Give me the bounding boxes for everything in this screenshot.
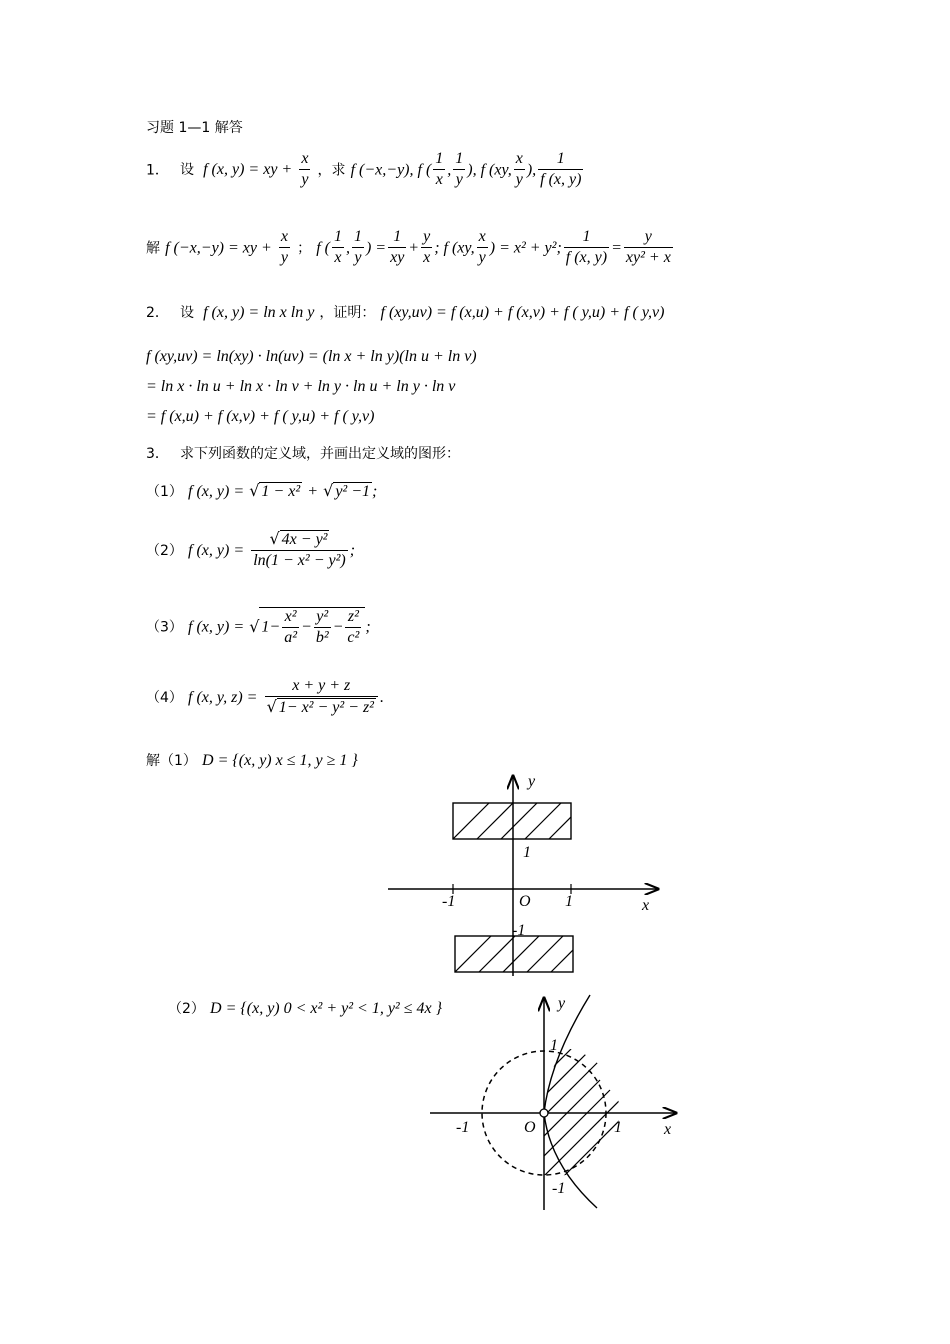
problem-2-lead: 设 xyxy=(180,305,195,321)
item-1-end: ; xyxy=(372,483,378,500)
solution-1-frac-b4: $\frac{y}{x}$ xyxy=(423,228,431,267)
y-axis-label: y xyxy=(528,773,536,790)
page-title: 习题 1—1 解答 xyxy=(146,120,243,136)
item-3-frac-y: $\frac{\text{y²}}{\text{b²}}$ xyxy=(315,608,329,647)
solution-3-part-2-label: （2） xyxy=(168,1001,205,1017)
figure-1-domain-plot xyxy=(380,768,670,978)
problem-3-number: 3． xyxy=(146,446,169,462)
solution-2-line-3: = f (x,u) + f (x,v) + f ( y,u) + f ( y,v) xyxy=(146,408,375,425)
solution-1-part-b-eq: ) = xyxy=(365,239,387,257)
solution-1-plus: + xyxy=(408,239,420,257)
solution-1-frac-b3: $\frac{1}{xy}$ xyxy=(390,228,405,267)
problem-2-prove: ，证明： xyxy=(319,305,376,321)
problem-2-function: f (x, y) = ln x ln y xyxy=(203,304,315,321)
problem-3-text: 求下列函数的定义域，并画出定义域的图形： xyxy=(180,446,461,462)
problem-2-goal: f (xy,uv) = f (x,u) + f (x,v) + f ( y,u) + f ( y,v) xyxy=(380,304,665,321)
origin-label: O xyxy=(519,893,531,910)
problem-3-item-2 xyxy=(146,530,355,571)
solution-1: 解 f (−x,−y) = xy + $\frac{x}{y}$ ； f ( $\frac{1}{x}$ , $\frac{1}{y}$ ) = $\frac{1}{xy}$ + $\frac{y}{x}$ ; f (xy, $\frac{x}{y}$ ) = x² + y²; $\frac{1}{f (x, y)}$ = $\frac{y}{\text{xy² + x}}$ xyxy=(146,228,671,267)
item-1-plus: + xyxy=(307,483,319,500)
item-3-frac-x: $\frac{\text{x²}}{\text{a²}}$ xyxy=(284,608,298,647)
parabola-curve xyxy=(544,995,597,1208)
solution-2-line-1: f (xy,uv) = ln(xy) · ln(uv) = (ln x + ln y)(ln u + ln v) xyxy=(146,348,477,365)
x-tick-neg-1: -1 xyxy=(442,893,456,910)
problem-1-frac-reciprocal: $\frac{1}{f (x, y)}$ xyxy=(540,150,582,189)
y-tick-neg-1: -1 xyxy=(512,922,526,939)
item-4-frac: $\frac{x + y + z}{\text{√ 1− x² − y² − z²}}$ xyxy=(265,677,378,718)
problem-1-frac-1-y: $\frac{1}{y}$ xyxy=(455,150,464,189)
item-2-frac: $\frac{\text{√ 4x − y²}}{\text{ln(1 − x² − y²)}}$ xyxy=(253,529,346,570)
solution-1-part-a: f (−x,−y) = xy + xyxy=(165,239,272,257)
item-2-end: ; xyxy=(349,541,356,559)
y-tick-neg-1: -1 xyxy=(552,1180,566,1197)
solution-2-line-2: = ln x · ln u + ln x · ln v + ln y · ln u + ln y · ln v xyxy=(146,378,456,395)
y-tick-1: 1 xyxy=(523,844,531,861)
solution-1-frac-c: $\frac{x}{y}$ xyxy=(478,228,486,267)
solution-1-part-c-eq: ) = x² + y² xyxy=(489,239,557,257)
item-2-label: （2） xyxy=(146,542,183,559)
hatched-region xyxy=(520,1000,640,1200)
item-3-one-minus: 1− xyxy=(261,618,281,636)
solution-1-sep: ； xyxy=(297,240,312,257)
x-tick-1: 1 xyxy=(565,893,573,910)
solution-1-frac-e: $\frac{y}{\text{xy² + x}}$ xyxy=(625,228,671,267)
solution-1-part-c-end: ; xyxy=(556,239,562,257)
problem-3-item-3: （3） f (x, y) = √ 1− $\frac{\text{x²}}{\text{a²}}$ − $\frac{\text{y²}}{\text{b²}}$ − $\frac{\text{z²}}{\text{c²}}$ ; xyxy=(146,608,371,647)
item-4-end: . xyxy=(379,688,384,706)
problem-1-ask: ，求 xyxy=(317,162,346,179)
problem-1-frac-x-y-2: $\frac{x}{y}$ xyxy=(515,150,523,189)
y-tick-1: 1 xyxy=(550,1037,558,1054)
solution-1-frac-d: $\frac{1}{f (x, y)}$ xyxy=(565,228,608,267)
origin-point xyxy=(540,1109,548,1117)
solution-3-part-2 xyxy=(168,1000,442,1017)
lower-hatched-region xyxy=(455,936,587,972)
problem-3 xyxy=(146,445,460,461)
item-4-lhs: f (x, y, z) = xyxy=(188,688,258,706)
problem-1-frac-1-x: $\frac{1}{x}$ xyxy=(435,150,444,189)
problem-2 xyxy=(146,304,664,321)
figure-2-domain-plot xyxy=(420,990,690,1215)
problem-1: 1． 设 f (x, y) = xy + $\frac{x}{y}$ ，求 f (−x,−y), f ( $\frac{1}{x}$ , $\frac{1}{y}$ ), f (xy, $\frac{x}{y}$ ), $\frac{1}{f (x, y)}$ xyxy=(146,150,582,189)
item-3-lhs: f (x, y) = xyxy=(188,618,245,636)
item-1-radicand-1: 1 − x² xyxy=(261,483,301,500)
item-2-lhs: f (x, y) = xyxy=(188,541,245,559)
origin-label: O xyxy=(524,1119,536,1136)
item-4-label: （4） xyxy=(146,689,183,706)
problem-1-number: 1． xyxy=(146,162,169,179)
problem-1-expr-a: f (−x,−y), f ( xyxy=(350,161,432,179)
solution-1-part-b: f ( xyxy=(316,239,330,257)
item-1-lhs: f (x, y) = xyxy=(188,483,245,500)
problem-1-frac-x-y: $\frac{x}{y}$ xyxy=(301,150,309,189)
problem-2-number: 2． xyxy=(146,305,169,321)
x-axis-label: x xyxy=(664,1121,672,1138)
solution-1-eq: = xyxy=(611,239,622,257)
solution-3-part-1-label: 解（1） xyxy=(146,753,197,769)
item-1-label: （1） xyxy=(146,484,183,500)
solution-1-frac-b2: $\frac{1}{y}$ xyxy=(353,228,362,267)
problem-1-expr-b: ), f (xy, xyxy=(467,161,512,179)
item-3-frac-z: $\frac{\text{z²}}{\text{c²}}$ xyxy=(347,608,360,647)
problem-1-function: f (x, y) = xy + xyxy=(203,161,293,179)
solution-1-frac-a: $\frac{x}{y}$ xyxy=(280,228,288,267)
solution-3-domain-1: D = {(x, y) x ≤ 1, y ≥ 1 } xyxy=(202,752,358,769)
problem-1-expr-c: ), xyxy=(526,161,537,179)
solution-1-label: 解 xyxy=(146,240,160,257)
solution-1-part-c: ; f (xy, xyxy=(434,239,475,257)
item-3-label: （3） xyxy=(146,619,183,636)
x-tick-1: 1 xyxy=(614,1119,622,1136)
problem-1-lead: 设 xyxy=(180,162,195,179)
upper-hatched-region xyxy=(453,803,585,839)
solution-3-domain-2: D = {(x, y) 0 < x² + y² < 1, y² ≤ 4x } xyxy=(210,1000,442,1017)
x-tick-neg-1: -1 xyxy=(456,1119,470,1136)
problem-3-item-1: （1） f (x, y) = √ 1 − x² + √ y² −1 ; xyxy=(146,481,378,500)
item-3-end: ; xyxy=(365,618,371,636)
item-1-radicand-2: y² −1 xyxy=(335,483,371,500)
problem-3-item-4 xyxy=(146,677,384,718)
solution-3-part-1 xyxy=(146,752,358,769)
y-axis-label: y xyxy=(558,995,566,1012)
solution-1-frac-b1: $\frac{1}{x}$ xyxy=(333,228,342,267)
x-axis-label: x xyxy=(642,897,650,914)
